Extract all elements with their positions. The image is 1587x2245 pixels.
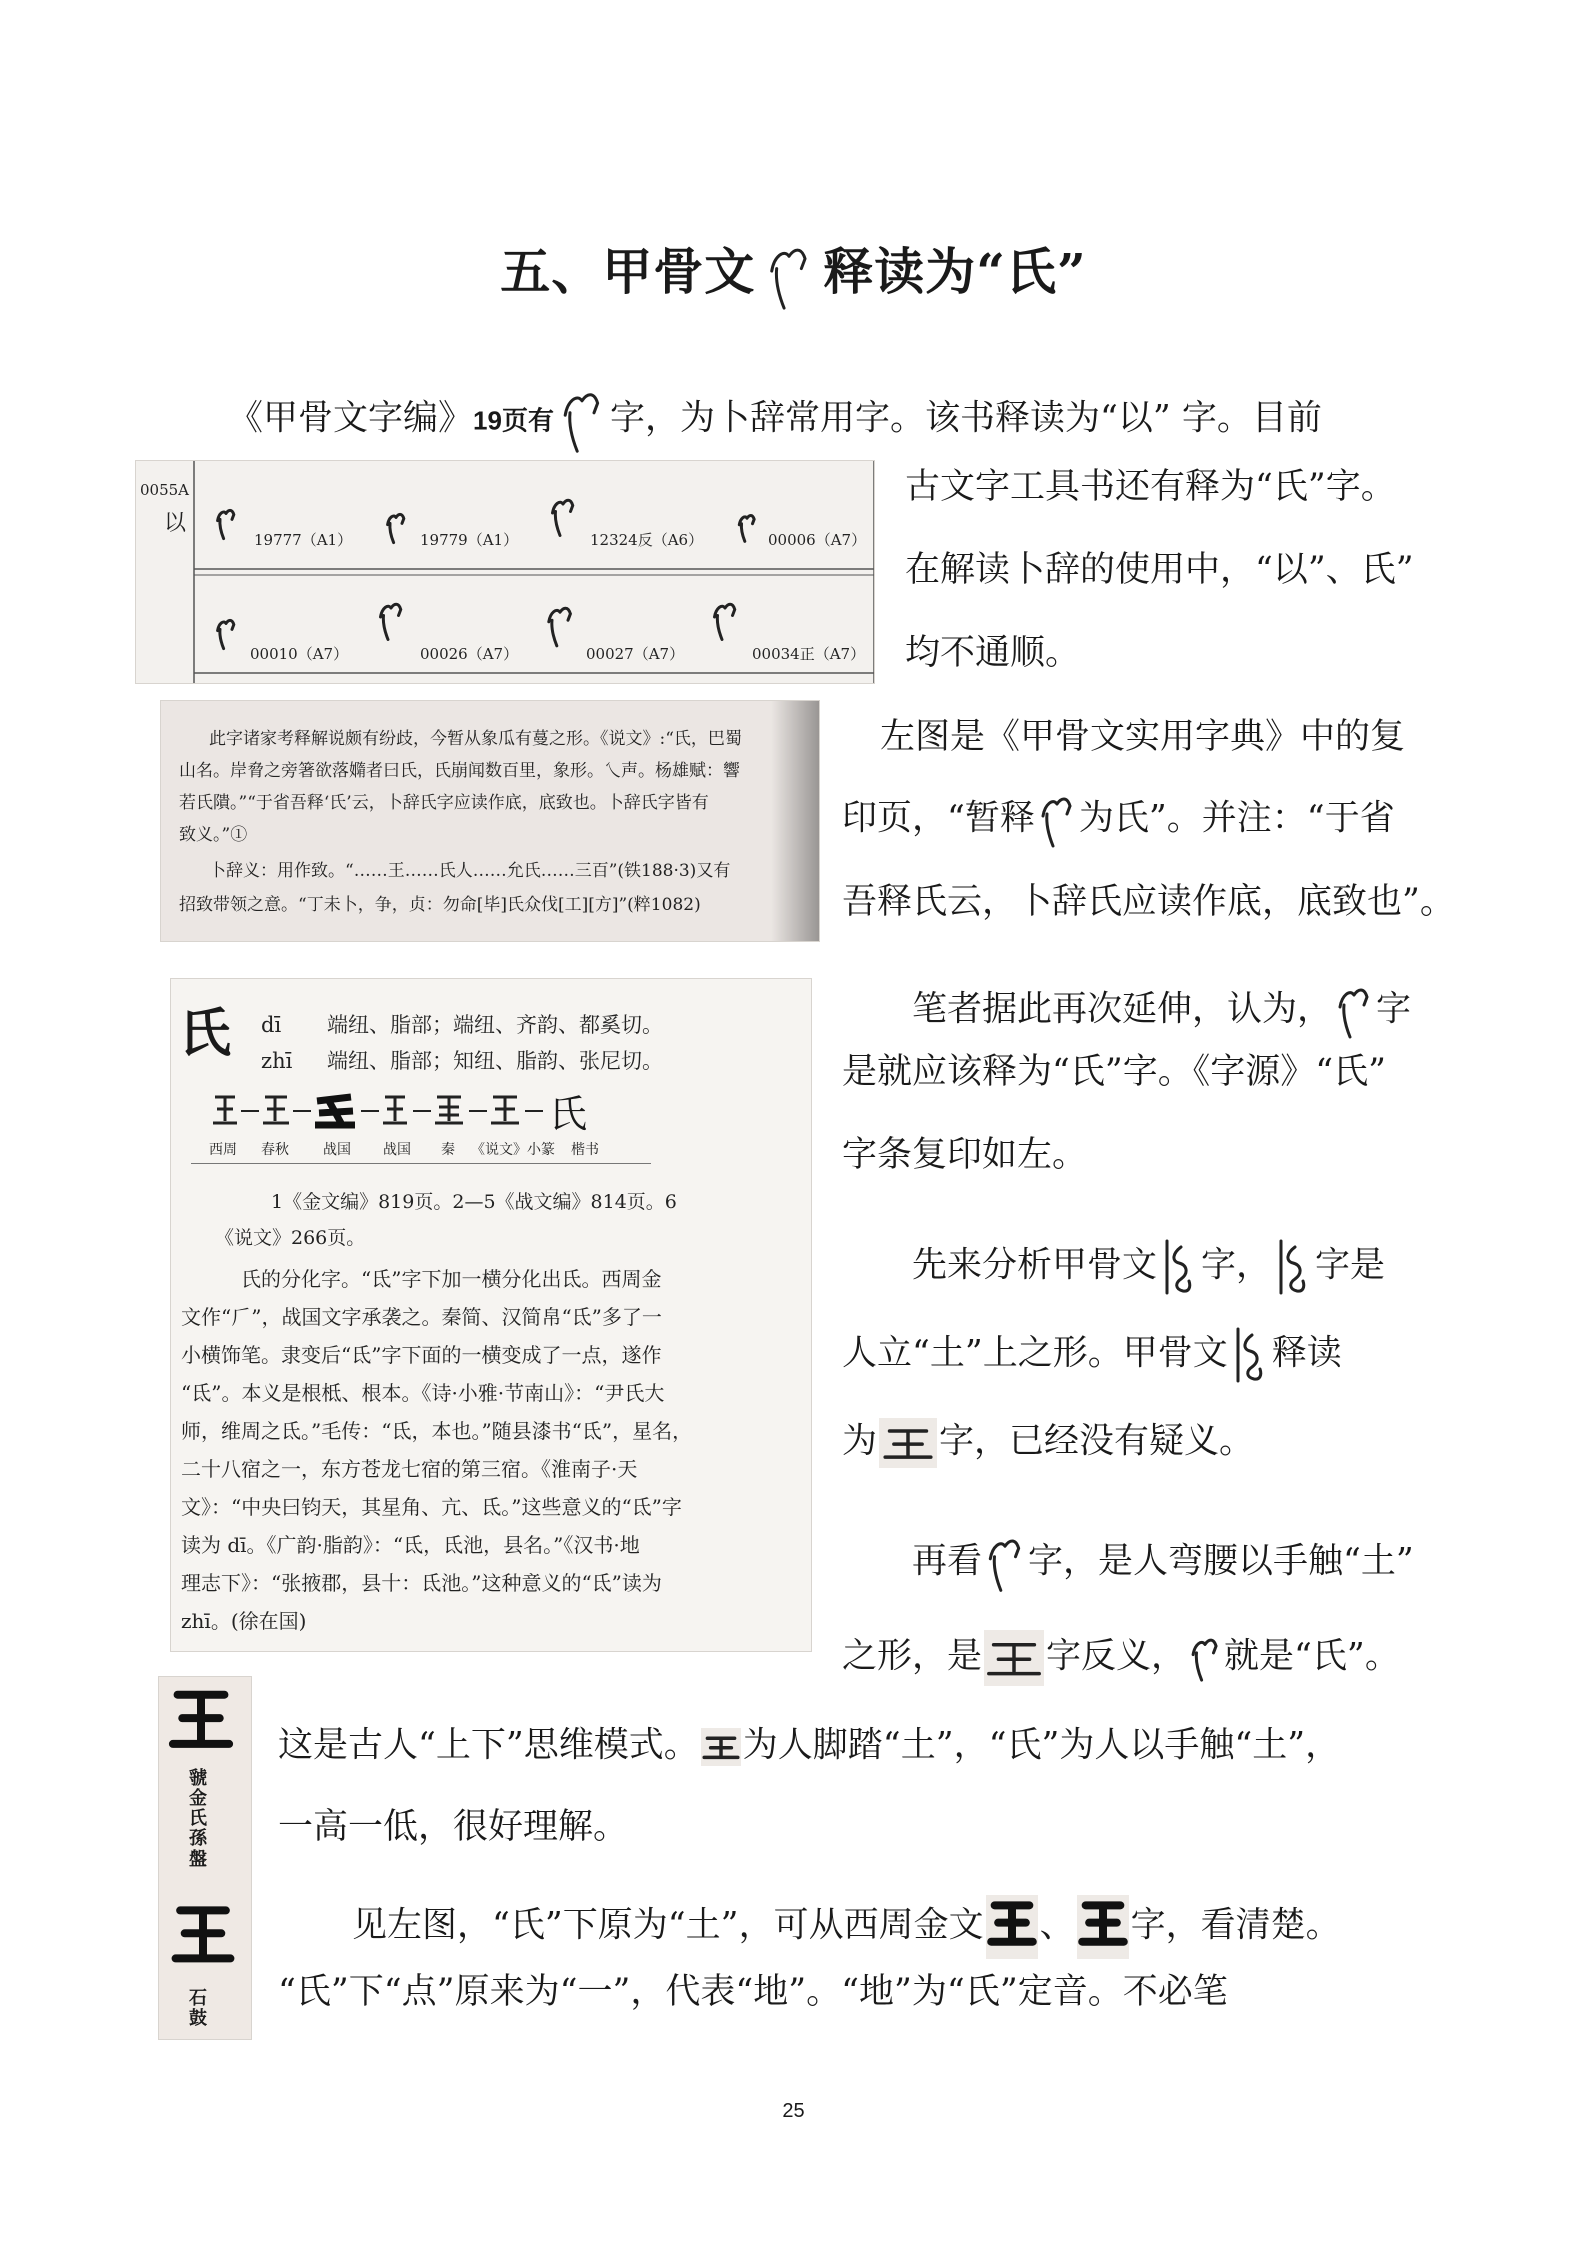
scan3-body: 氏的分化字。“氐”字下加一横分化出氐。西周金 bbox=[241, 1267, 662, 1291]
p4-line1 bbox=[912, 1232, 1385, 1302]
glyph-ting-icon bbox=[701, 1728, 741, 1766]
scan-ziyuan bbox=[170, 978, 812, 1652]
scan2-line: 招致带领之意。“丁未卜，争，贞：勿命[毕]氏众伐[工][方]”(粹1082) bbox=[179, 895, 701, 915]
glyph-ting-icon bbox=[879, 1418, 937, 1468]
scan1-ref: 12324反（A6） bbox=[590, 531, 704, 549]
scan1-ref: 19779（A1） bbox=[420, 531, 519, 549]
p3-line3: 字条复印如左。 bbox=[842, 1135, 1088, 1175]
glyph-icon bbox=[544, 597, 576, 653]
scan2-line: 若氏隤。”“于省吾释‘氏’云，卜辞氏字应读作底，底致也。卜辞氏字皆有 bbox=[179, 793, 709, 813]
scan-jiaguwen-zibian bbox=[135, 460, 875, 684]
scan1-ref: 00006（A7） bbox=[768, 531, 867, 549]
p7-line1-text-c: 字，看清楚。 bbox=[1130, 1905, 1341, 1946]
page-number: 25 bbox=[782, 2100, 805, 2122]
p3-line1-text-a: 笔者据此再次延伸，认为， bbox=[912, 989, 1333, 1030]
oracle-glyph-ting-icon bbox=[1159, 1232, 1199, 1302]
evo-label: 《说文》小篆 bbox=[471, 1142, 555, 1158]
glyph-icon bbox=[736, 507, 758, 547]
glyph-ting-icon bbox=[984, 1630, 1044, 1686]
evo-label: 秦 bbox=[441, 1142, 455, 1158]
scan-shiyong-zidian bbox=[160, 700, 820, 942]
scan3-evolution-last: 氏 bbox=[549, 1092, 588, 1136]
p6-line1 bbox=[278, 1725, 1341, 1766]
scan3-body: 读为 dī。《广韵·脂韵》：“氐，氐池，县名。”《汉书·地 bbox=[181, 1533, 640, 1557]
glyph-icon bbox=[548, 487, 578, 545]
p3-line1 bbox=[912, 980, 1411, 1042]
scan3-pron2-text: 端纽、脂部；知纽、脂韵、张尼切。 bbox=[327, 1049, 663, 1073]
p5-line1-text-b: 字，是人弯腰以手触“土” bbox=[1028, 1541, 1414, 1582]
scan3-body: 小横饰笔。隶变后“氐”字下面的一横变成了一点，遂作 bbox=[181, 1343, 662, 1367]
p2-line2-text-b: 为氏”。并注：“于省 bbox=[1078, 798, 1395, 839]
p4-line1-text-b: 字， bbox=[1201, 1245, 1272, 1286]
scan3-body: 文》：“中央曰钧天，其星角、亢、氐。”这些意义的“氐”字 bbox=[181, 1495, 682, 1519]
scan2-line: 卜辞义：用作致。“……王……氏人……允氏……三百”(铁188·3)又有 bbox=[209, 861, 731, 881]
p4-line3-text-a: 为 bbox=[842, 1421, 878, 1462]
oracle-glyph-shi-icon bbox=[757, 239, 821, 313]
evo-label: 西周 bbox=[209, 1142, 237, 1158]
oracle-glyph-ting-icon bbox=[1230, 1320, 1270, 1390]
p5-line2 bbox=[842, 1630, 1400, 1686]
scan4-label2: 石鼓 bbox=[189, 1988, 207, 2030]
p2-line3: 吾释氏云，卜辞氏应读作底，底致也”。 bbox=[842, 882, 1455, 922]
scan3-body: 理志下》：“张掖郡，县十：氐池。”这种意义的“氐”读为 bbox=[181, 1571, 662, 1595]
p4-line3 bbox=[842, 1418, 1254, 1468]
title-prefix: 五、甲骨文 bbox=[500, 242, 756, 301]
scan3-refs2: 《说文》266页。 bbox=[215, 1227, 366, 1249]
p1-line1-text: 字，为卜辞常用字。该书释读为“以” 字。目前 bbox=[609, 398, 1322, 439]
p1-line3: 在解读卜辞的使用中，“以”、氏” bbox=[905, 550, 1414, 590]
scan1-ref: 19777（A1） bbox=[254, 531, 353, 549]
glyph-icon bbox=[384, 505, 408, 549]
divider bbox=[191, 1163, 651, 1164]
bronze-glyph-icon bbox=[1077, 1895, 1129, 1959]
scan3-body: 文作“𠂆”，战国文字承袭之。秦简、汉简帛“氐”多了一 bbox=[181, 1305, 662, 1329]
scan-shadow bbox=[771, 701, 819, 941]
oracle-glyph-shi-icon bbox=[558, 380, 606, 460]
scan3-refs1: 1《金文编》819页。2—5《战文编》814页。6 bbox=[271, 1191, 677, 1213]
scan1-ref: 00010（A7） bbox=[250, 645, 349, 663]
p7-line1 bbox=[352, 1895, 1341, 1959]
scan3-body: 二十八宿之一，东方苍龙七宿的第三宿。《淮南子·天 bbox=[181, 1457, 638, 1481]
page-ref-number: 19 bbox=[473, 405, 502, 436]
scan1-ref: 00026（A7） bbox=[420, 645, 519, 663]
scan3-body: 师，维周之氐。”毛传：“氐，本也。”随县漆书“氐”，星名， bbox=[181, 1419, 693, 1443]
p6-line1-text-a: 这是古人“上下”思维模式。 bbox=[278, 1725, 699, 1766]
glyph-icon bbox=[376, 589, 406, 651]
oracle-glyph-shi-icon bbox=[1188, 1631, 1222, 1685]
evo-label: 战国 bbox=[383, 1142, 411, 1158]
evo-label: 楷书 bbox=[571, 1142, 599, 1158]
p5-line1-text-a: 再看 bbox=[912, 1541, 983, 1582]
p5-line2-text-a: 之形，是 bbox=[842, 1636, 983, 1677]
p4-line3-text-b: 字，已经没有疑义。 bbox=[939, 1421, 1255, 1462]
scan-jinwen-strip bbox=[158, 1676, 252, 2040]
scan3-body: zhī。(徐在国) bbox=[181, 1609, 307, 1633]
p7-line2: “氏”下“点”原来为“一”，代表“地”。“地”为“氏”定音。不必笔 bbox=[278, 1972, 1228, 2012]
scan2-line: 此字诸家考释解说颇有纷歧，今暂从象瓜有蔓之形。《说文》:“氏，巴蜀 bbox=[209, 729, 742, 749]
evo-label: 春秋 bbox=[261, 1142, 289, 1158]
scan4-label1: 虢金氏孫盤 bbox=[189, 1768, 207, 1870]
oracle-glyph-shi-icon bbox=[1334, 980, 1374, 1042]
p2-line2 bbox=[842, 785, 1395, 855]
p3-line2: 是就应该释为“氏”字。《字源》“氏” bbox=[842, 1052, 1387, 1092]
scan3-body: “氐”。本义是根柢、根本。《诗·小雅·节南山》：“尹氏大 bbox=[181, 1381, 665, 1405]
p4-line1-text-a: 先来分析甲骨文 bbox=[912, 1245, 1158, 1286]
scan3-head-char: 氏 bbox=[179, 1003, 232, 1064]
p1-line1 bbox=[228, 380, 1322, 460]
scan1-code: 0055A bbox=[140, 481, 190, 499]
page-ref-suffix: 页有 bbox=[501, 405, 554, 436]
scan1-ref: 00034正（A7） bbox=[752, 645, 866, 663]
p5-line1 bbox=[912, 1530, 1414, 1596]
scan2-line: 致义。”① bbox=[179, 825, 248, 845]
p3-line1-text-b: 字 bbox=[1376, 989, 1412, 1030]
p4-line2-text-a: 人立“土”上之形。甲骨文 bbox=[842, 1333, 1228, 1374]
p6-line1-text-b: 为人脚踏“土”，“氏”为人以手触“土”， bbox=[742, 1725, 1341, 1766]
glyph-icon bbox=[214, 611, 238, 655]
p4-line1-text-c: 字是 bbox=[1315, 1245, 1386, 1286]
scan3-pron1-text: 端纽、脂部；端纽、齐韵、都奚切。 bbox=[327, 1013, 663, 1037]
p6-line2: 一高一低，很好理解。 bbox=[278, 1807, 629, 1847]
p2-line2-text-a: 印页，“暂释 bbox=[842, 798, 1035, 839]
p5-line2-text-b: 字反义， bbox=[1046, 1636, 1187, 1677]
oracle-glyph-ting-icon bbox=[1273, 1232, 1313, 1302]
glyph-icon bbox=[214, 501, 238, 545]
scan2-line: 山名。岸脅之旁箸欲落嫷者曰氏，氏崩闻数百里，象形。乀声。杨雄赋：響 bbox=[179, 761, 740, 781]
title-suffix: 释读为“氏” bbox=[823, 242, 1087, 301]
p4-line2-text-b: 释读 bbox=[1271, 1333, 1342, 1374]
oracle-glyph-shi-icon bbox=[1037, 785, 1077, 855]
scan1-head: 以 bbox=[164, 511, 187, 536]
stone-drum-glyph-icon bbox=[167, 1899, 239, 1979]
scan3-pron1: dī bbox=[261, 1013, 282, 1037]
bronze-glyph-icon bbox=[165, 1683, 237, 1765]
p1-line4: 均不通顺。 bbox=[905, 633, 1081, 673]
oracle-glyph-shi-icon bbox=[984, 1530, 1026, 1596]
glyph-icon bbox=[710, 591, 740, 649]
page-title bbox=[0, 232, 1587, 313]
book-title-text: 《甲骨文字编》 bbox=[228, 398, 474, 439]
bronze-glyph-icon bbox=[986, 1895, 1038, 1959]
scan3-pron2: zhī bbox=[261, 1049, 293, 1073]
evolution-chain-icon bbox=[211, 1087, 661, 1133]
p7-line1-text-a: 见左图，“氏”下原为“土”，可从西周金文 bbox=[352, 1905, 984, 1946]
scan1-ref: 00027（A7） bbox=[586, 645, 685, 663]
p7-line1-text-b: 、 bbox=[1039, 1905, 1075, 1946]
p2-line1: 左图是《甲骨文实用字典》中的复 bbox=[880, 717, 1406, 757]
p4-line2 bbox=[842, 1320, 1342, 1390]
p1-line2: 古文字工具书还有释为“氏”字。 bbox=[905, 467, 1396, 507]
evo-label: 战国 bbox=[323, 1142, 351, 1158]
p5-line2-text-c: 就是“氏”。 bbox=[1224, 1636, 1400, 1677]
